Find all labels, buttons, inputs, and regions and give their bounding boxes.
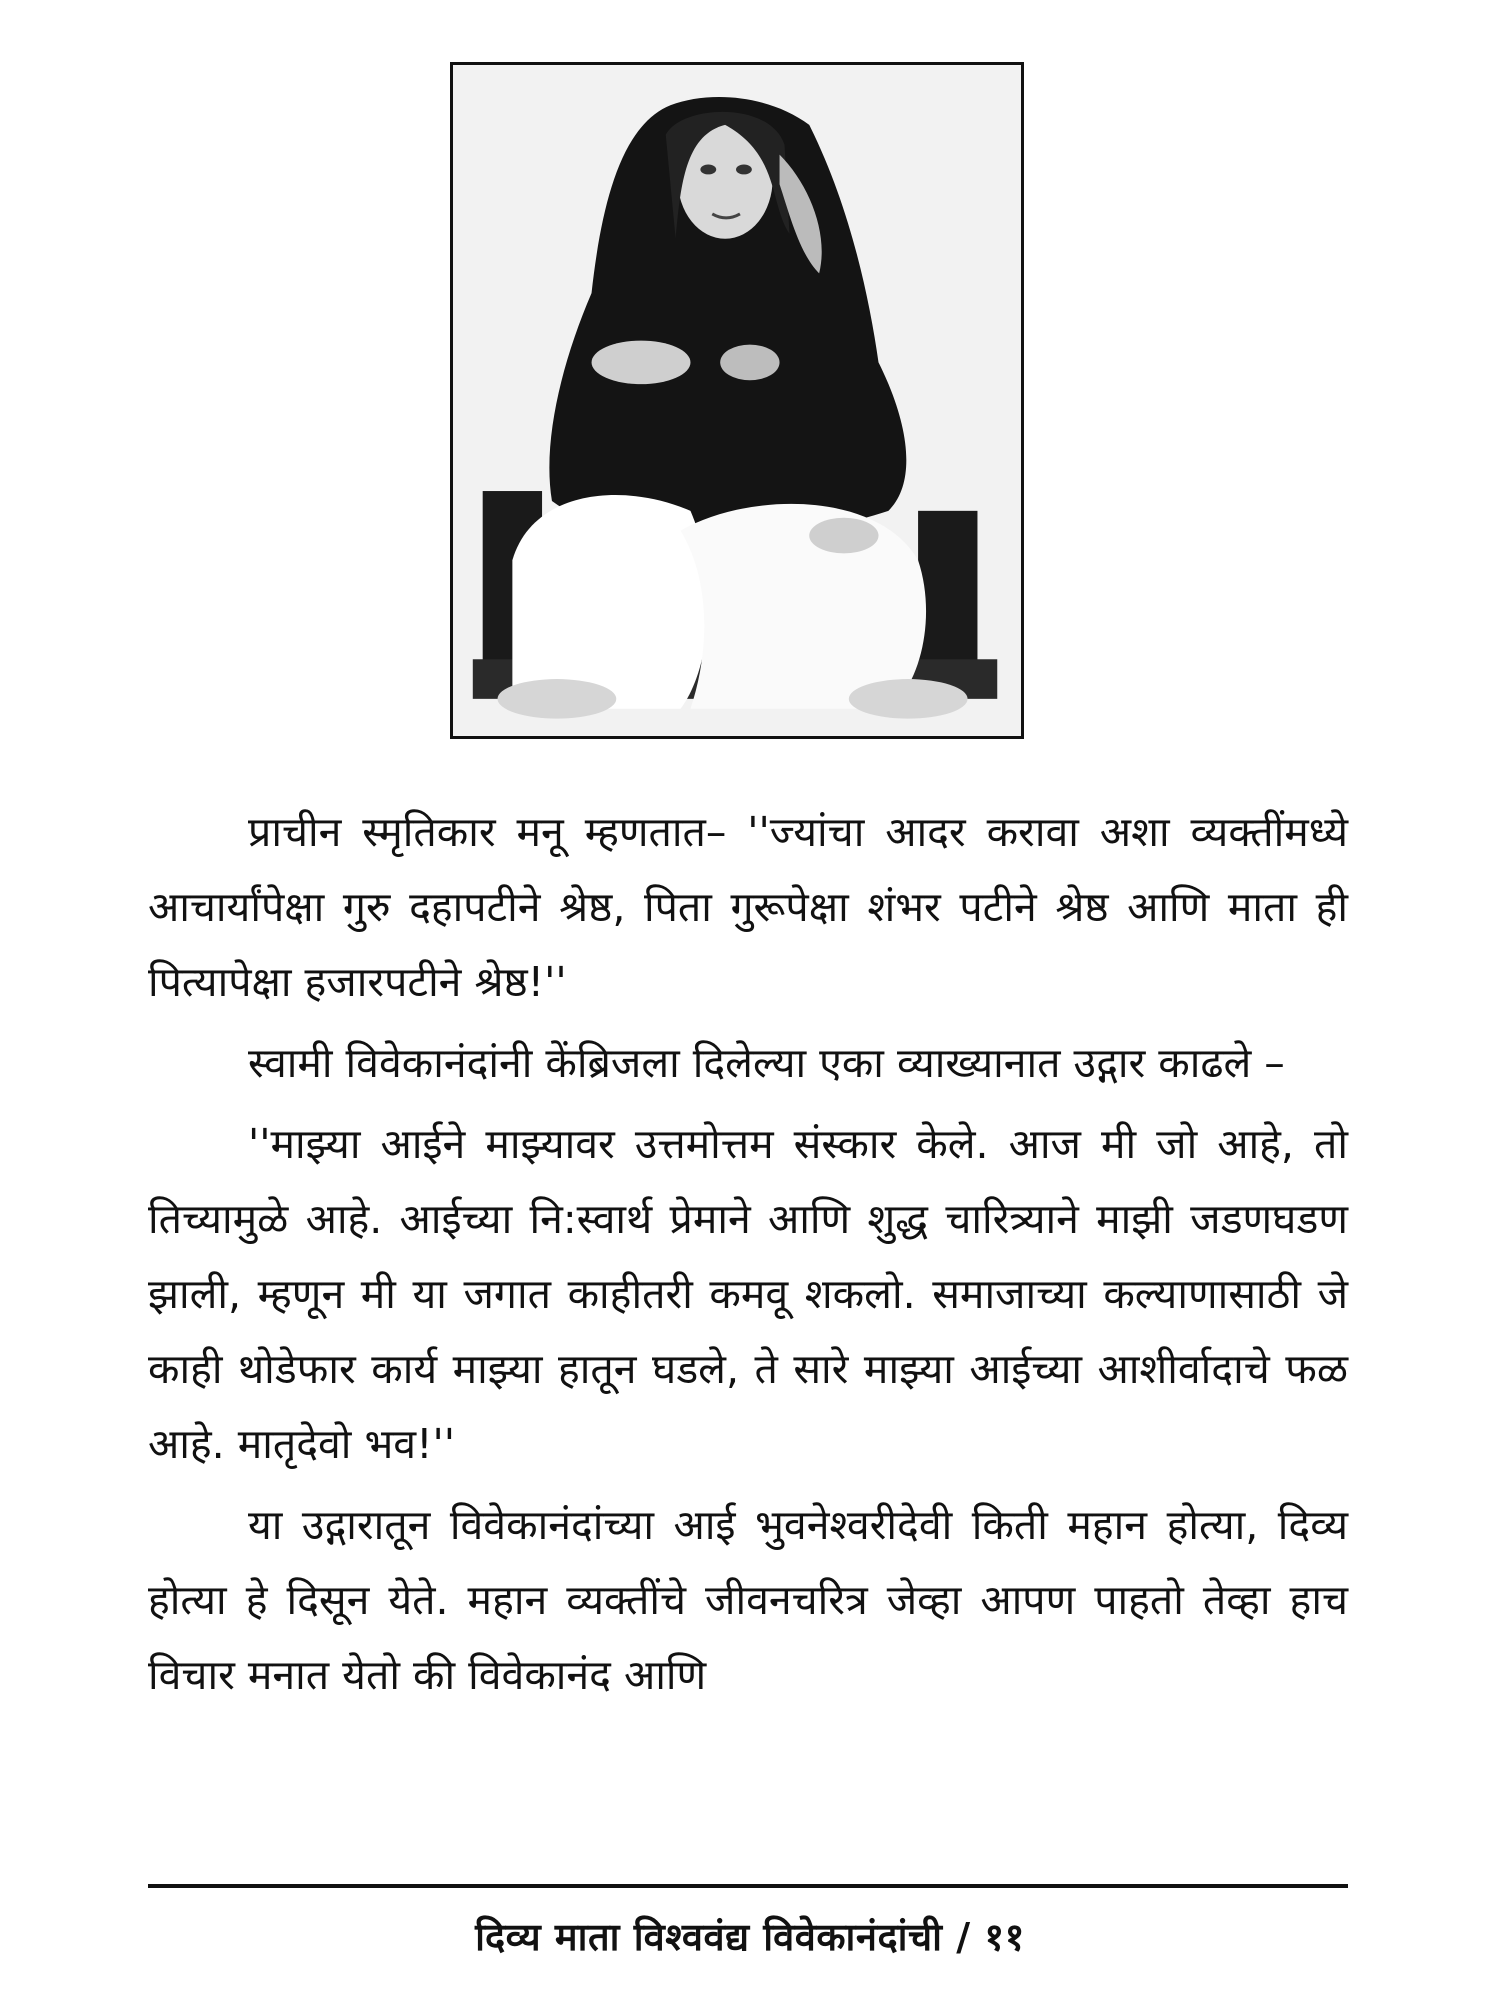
page-footer: दिव्य माता विश्ववंद्य विवेकानंदांची / ११ [475,1915,1025,1959]
paragraph-cambridge-lecture: स्वामी विवेकानंदांनी केंब्रिजला दिलेल्या एका व्याख्यानात उद्गार काढले – [248,1039,1285,1087]
paragraph-bhuvaneshwari-devi: या उद्गारातून विवेकानंदांच्या आई भुवनेश्वरीदेवी किती महान होत्या, दिव्य होत्या हे दिसून येते. महान व्यक्तींचे जीवनचरित्र जेव्हा आपण पाहतो तेव्हा हाच विचार मनात येतो की विवेकानंद आणि [148,1501,1348,1699]
paragraph-vivekananda-quote: ''माझ्या आईने माझ्यावर उत्तमोत्तम संस्कार केले. आज मी जो आहे, तो तिच्यामुळे आहे. आईच्या नि:स्वार्थ प्रेमाने आणि शुद्ध चारित्र्याने माझी जडणघडण झाली, म्हणून मी या जगात काहीतरी कमवू शकलो. समाजाच्या कल्याणासाठी जे काही थोडेफार कार्य माझ्या हातून घडले, ते सारे माझ्या आईच्या आशीर्वादाचे फळ आहे. मातृदेवो भव!'' [148,1120,1348,1468]
footer-divider [148,1884,1348,1888]
body-text [148,795,1348,1713]
portrait-photo [450,62,1024,739]
paragraph-manu-quote: प्राचीन स्मृतिकार मनू म्हणतात– ''ज्यांचा आदर करावा अशा व्यक्तींमध्ये आचार्यांपेक्षा गुरु दहापटीने श्रेष्ठ, पिता गुरूपेक्षा शंभर पटीने श्रेष्ठ आणि माता ही पित्यापेक्षा हजारपटीने श्रेष्ठ!'' [148,808,1348,1006]
